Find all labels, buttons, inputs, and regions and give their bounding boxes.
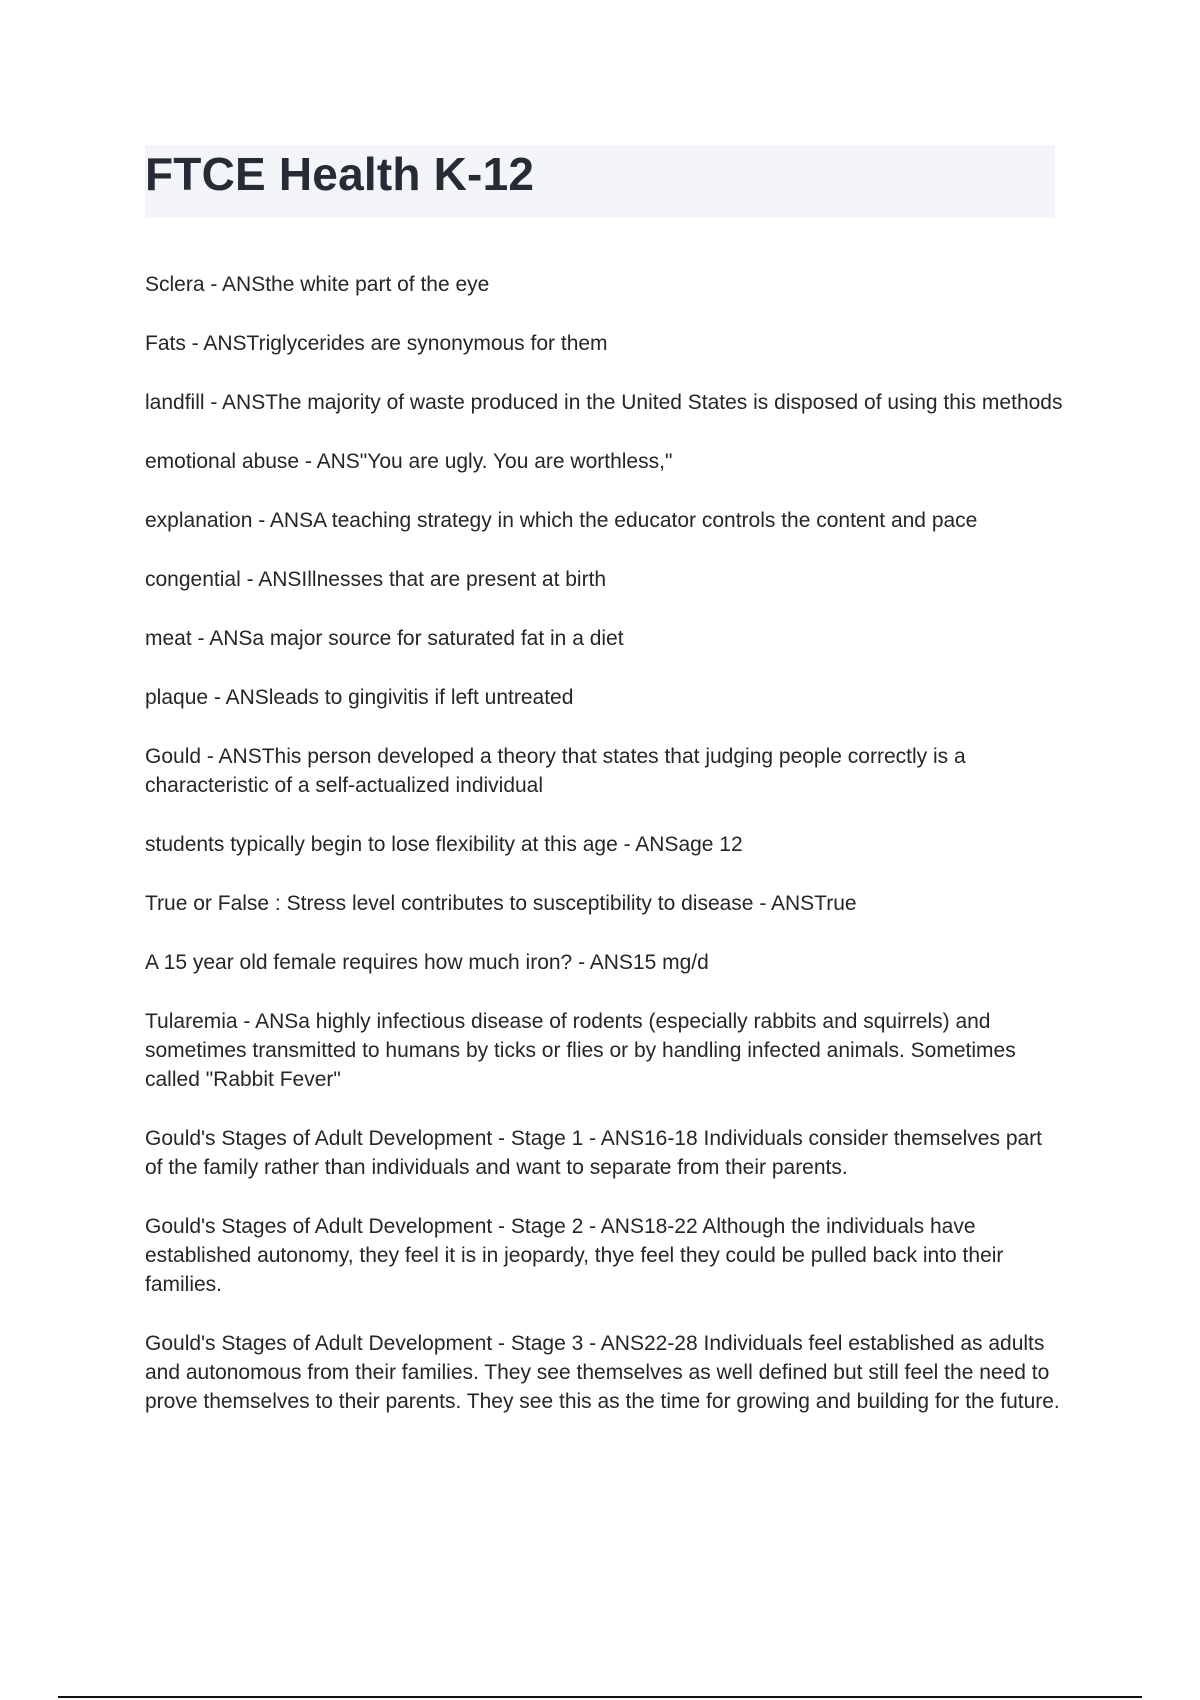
flashcard-entry: landfill - ANSThe majority of waste produced in the United States is disposed of using this methods — [145, 391, 1063, 414]
flashcard-entry: explanation - ANSA teaching strategy in which the educator controls the content and pace — [145, 509, 978, 532]
flashcard-entry: meat - ANSa major source for saturated fat in a diet — [145, 627, 624, 650]
flashcard-entry: Fats - ANSTriglycerides are synonymous for them — [145, 332, 608, 355]
flashcard-entry: Gould's Stages of Adult Development - Stage 1 - ANS16-18 Individuals consider themselves part of the family rather than individuals and want to separate from their parents. — [145, 1127, 1043, 1179]
flashcard-entry: plaque - ANSleads to gingivitis if left untreated — [145, 686, 574, 709]
flashcard-entry: emotional abuse - ANS"You are ugly. You are worthless," — [145, 450, 673, 473]
footer-divider — [58, 1696, 1142, 1698]
flashcard-entry: A 15 year old female requires how much iron? - ANS15 mg/d — [145, 951, 709, 974]
flashcard-entry: Gould - ANSThis person developed a theory that states that judging people correctly is a characteristic of a self-actualized individual — [145, 745, 966, 797]
flashcard-entry: congential - ANSIllnesses that are present at birth — [145, 568, 607, 591]
flashcard-entry: Gould's Stages of Adult Development - Stage 2 - ANS18-22 Although the individuals have established autonomy, they feel it is in jeopardy, thye feel they could be pulled back into their families. — [145, 1215, 1004, 1296]
flashcard-entry: True or False : Stress level contributes to susceptibility to disease - ANSTrue — [145, 892, 857, 915]
flashcard-list — [145, 270, 1065, 1446]
flashcard-entry: Sclera - ANSthe white part of the eye — [145, 273, 490, 296]
flashcard-entry: Gould's Stages of Adult Development - Stage 3 - ANS22-28 Individuals feel established as adults and autonomous from their families. They see themselves as well defined but still feel the need to prove themselves to their parents. They see this as the time for growing and building for the future. — [145, 1332, 1060, 1413]
flashcard-entry: students typically begin to lose flexibility at this age - ANSage 12 — [145, 833, 743, 856]
flashcard-entry: Tularemia - ANSa highly infectious disease of rodents (especially rabbits and squirrels) and sometimes transmitted to humans by ticks or flies or by handling infected animals. Sometimes called "Rabbit Fever" — [145, 1010, 1016, 1091]
page-title: FTCE Health K-12 — [145, 148, 535, 200]
